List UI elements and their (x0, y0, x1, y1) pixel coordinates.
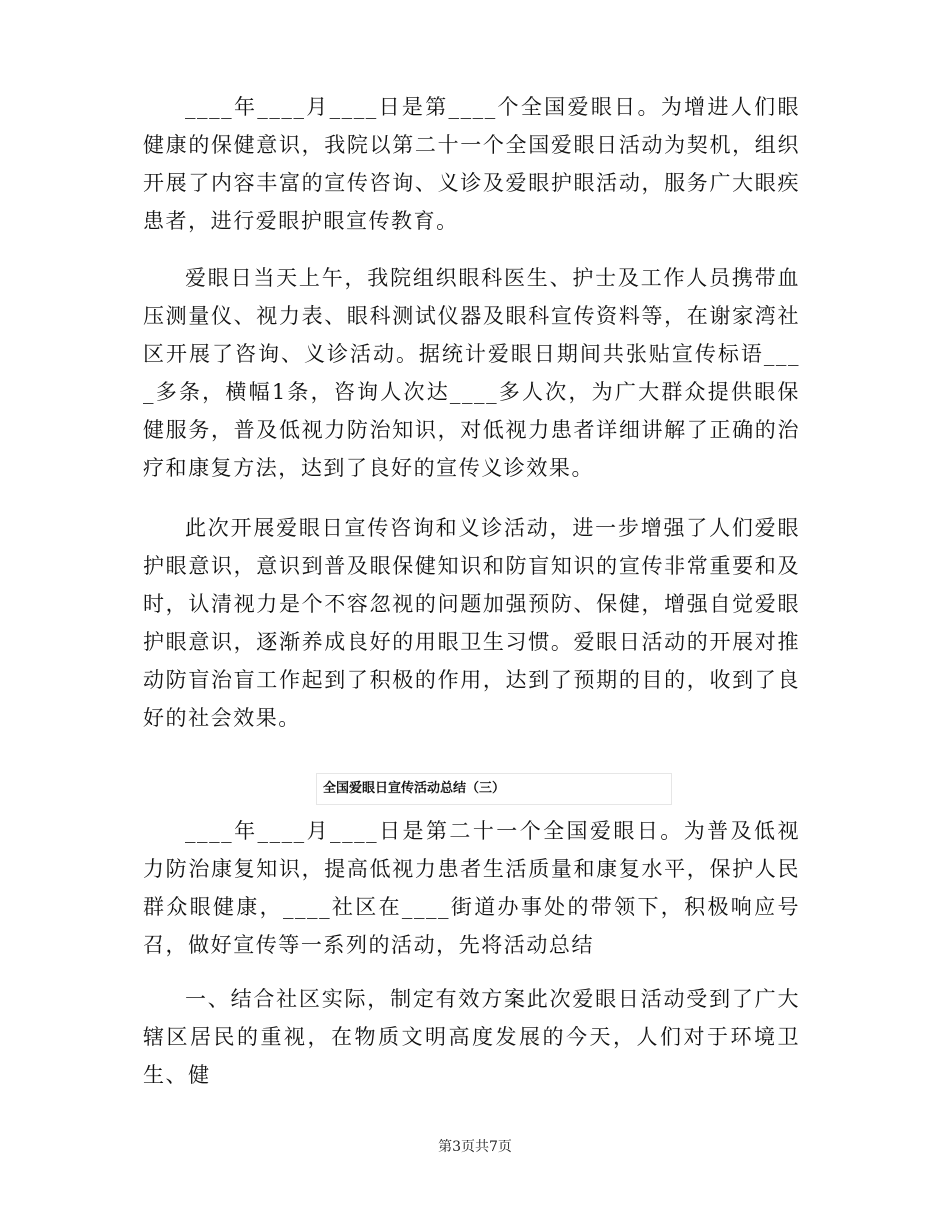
paragraph-1: ____年____月____日是第____个全国爱眼日。为增进人们眼健康的保健意识，我院以第二十一个全国爱眼日活动为契机，组织开展了内容丰富的宣传咨询、义诊及爱眼护眼活动，服务广大眼疾患者，进行爱眼护眼宣传教育。 (143, 95, 800, 233)
paragraph-2: 爱眼日当天上午，我院组织眼科医生、护士及工作人员携带血压测量仪、视力表、眼科测试仪器及眼科宣传资料等，在谢家湾社区开展了咨询、义诊活动。据统计爱眼日期间共张贴宣传标语____多条，横幅1条，咨询人次达____多人次，为广大群众提供眼保健服务，普及低视力防治知识，对低视力患者详细讲解了正确的治疗和康复方法，达到了良好的宣传义诊效果。 (143, 266, 800, 480)
page-number: 第3页共7页 (438, 1139, 512, 1155)
section-title: 全国爱眼日宣传活动总结（三） (316, 773, 672, 805)
section-paragraph-2: 一、结合社区实际，制定有效方案此次爱眼日活动受到了广大辖区居民的重视，在物质文明高度发展的今天，人们对于环境卫生、健 (143, 987, 800, 1087)
section-paragraph-1: ____年____月____日是第二十一个全国爱眼日。为普及低视力防治康复知识，提高低视力患者生活质量和康复水平，保护人民群众眼健康，____社区在____街道办事处的带领下，积极响应号召，做好宣传等一系列的活动，先将活动总结 (143, 819, 800, 957)
paragraph-3: 此次开展爱眼日宣传咨询和义诊活动，进一步增强了人们爱眼护眼意识，意识到普及眼保健知识和防盲知识的宣传非常重要和及时，认清视力是个不容忽视的问题加强预防、保健，增强自觉爱眼护眼意识，逐渐养成良好的用眼卫生习惯。爱眼日活动的开展对推动防盲治盲工作起到了积极的作用，达到了预期的目的，收到了良好的社会效果。 (143, 516, 800, 730)
